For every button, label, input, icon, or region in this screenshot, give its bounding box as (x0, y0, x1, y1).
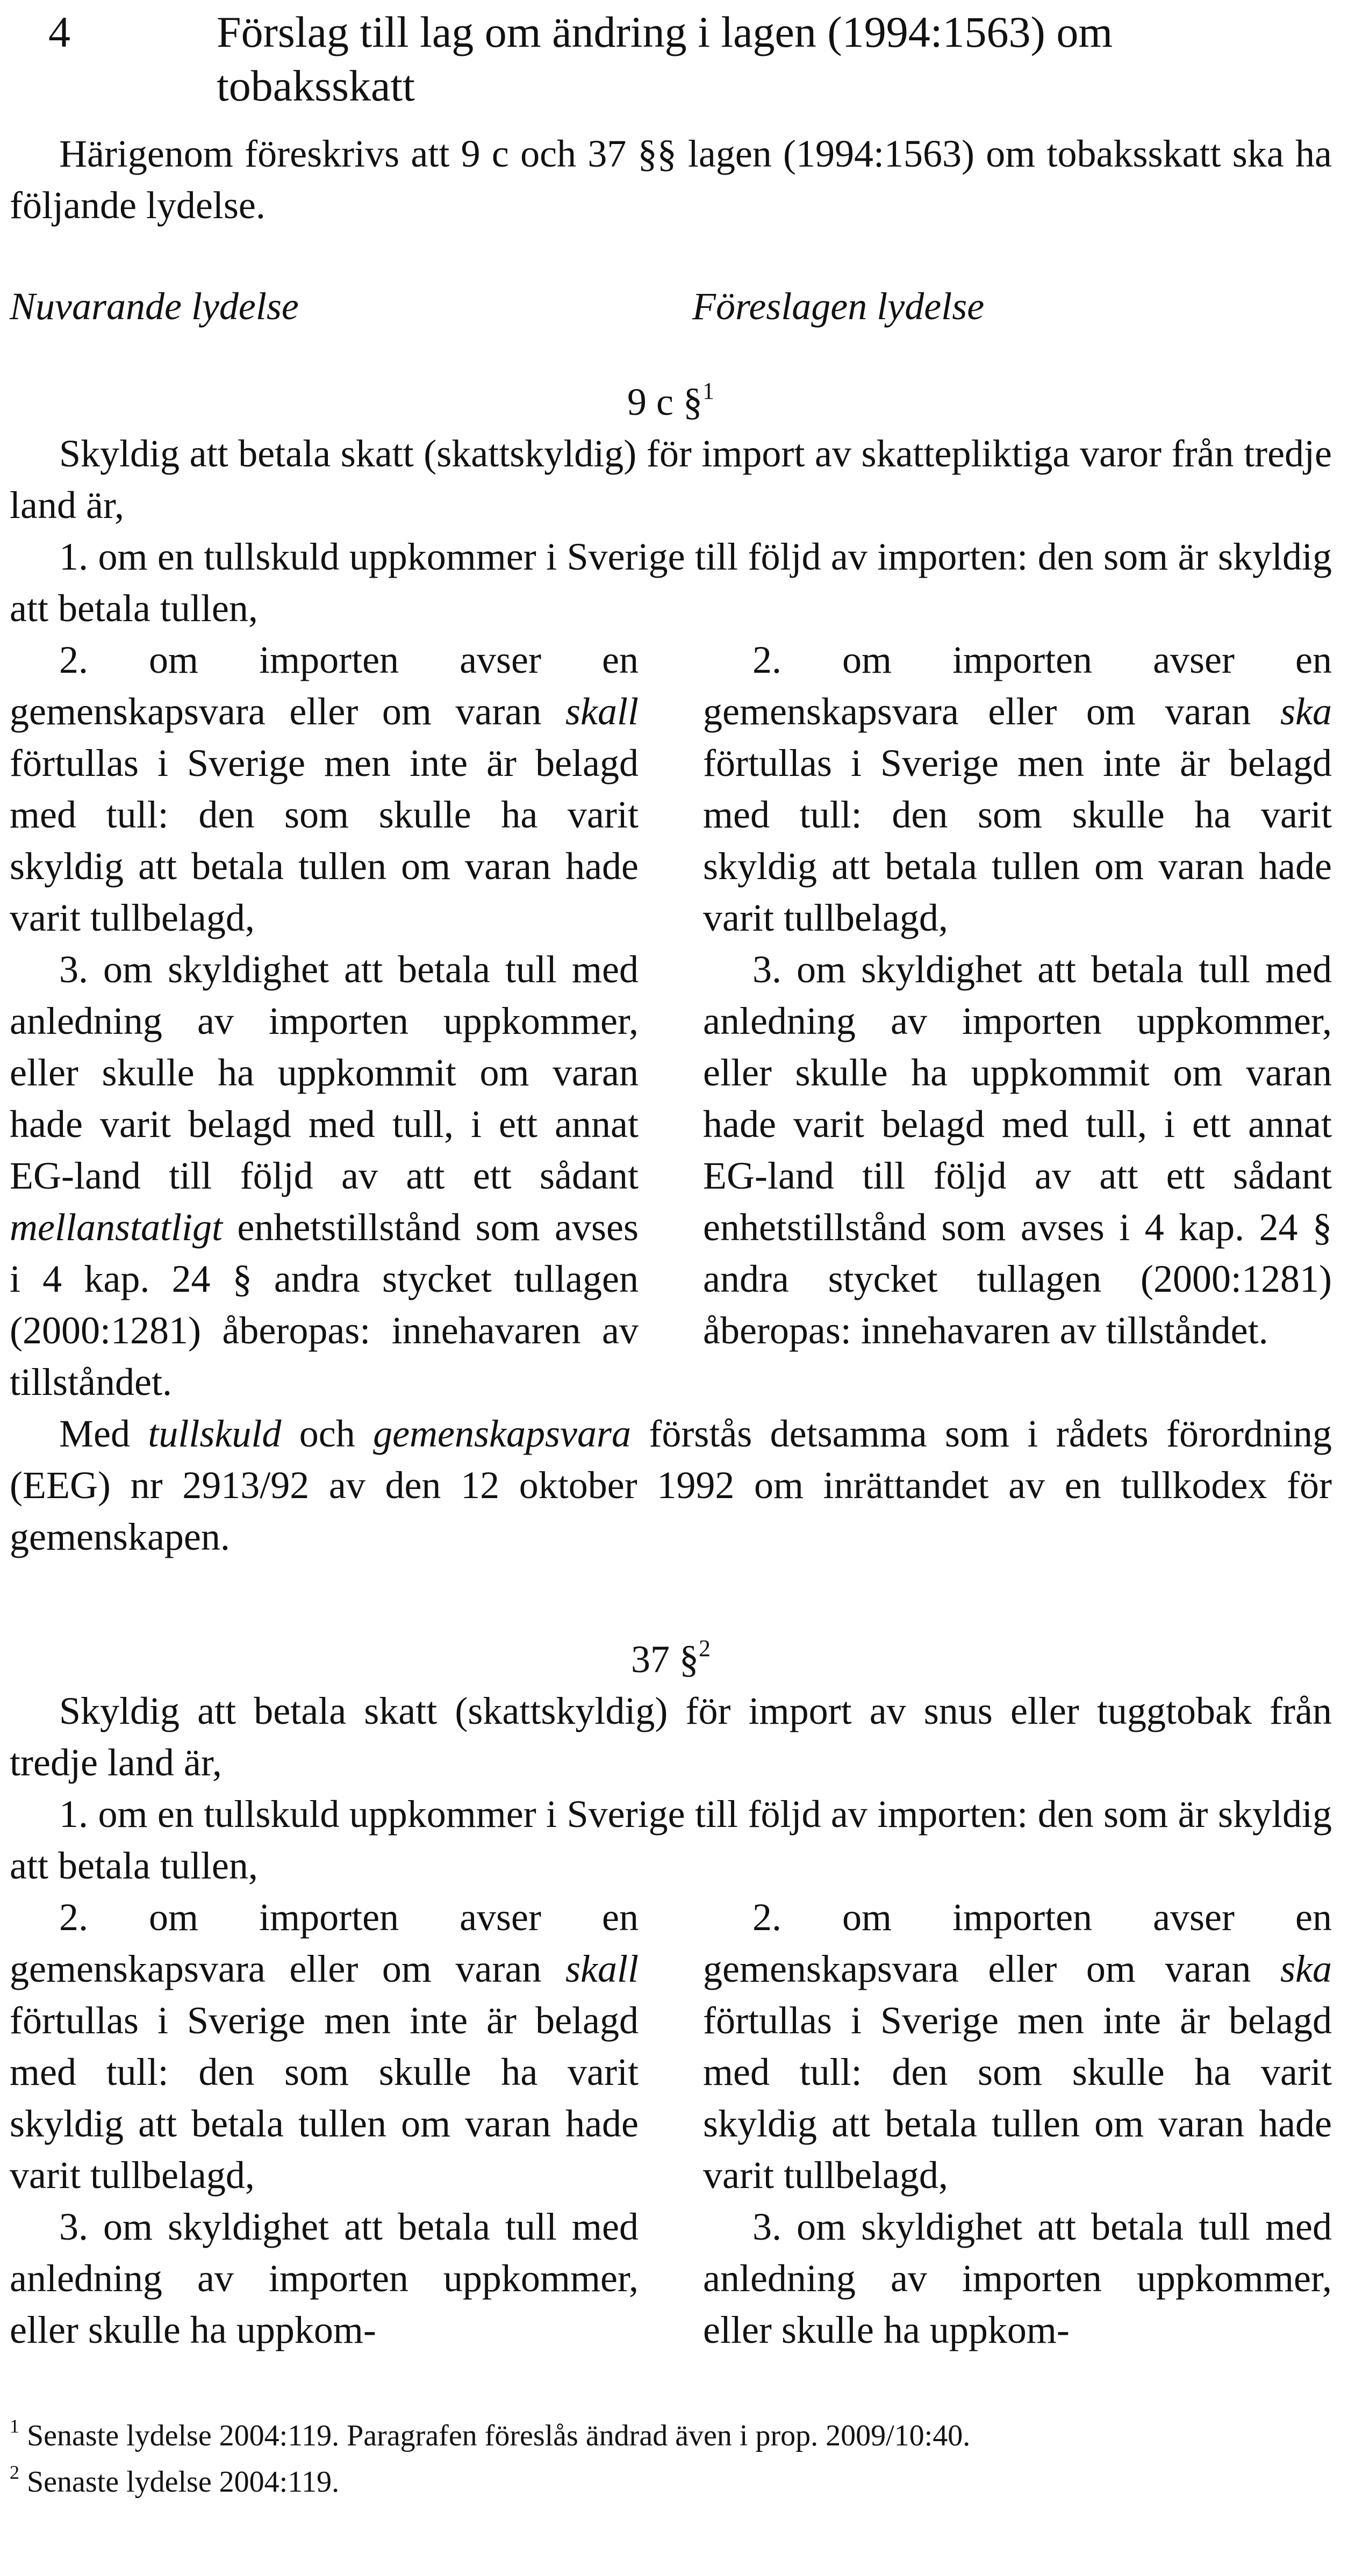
proposed-wording-column (703, 1891, 1332, 2356)
footnotes (10, 2413, 1332, 2505)
emphasis: skall (565, 690, 639, 733)
section-9c (10, 376, 1332, 1563)
section-37 (10, 1634, 1332, 2356)
footnote-ref: 2 (699, 1635, 711, 1661)
emphasis: tullskuld (148, 1412, 282, 1455)
paragraph-sign (10, 376, 1332, 428)
emphasis: ska (1280, 690, 1332, 733)
intro-paragraph: Härigenom föreskrivs att 9 c och 37 §§ lagen (1994:1563) om tobaksskatt ska ha följande lydelse. (10, 132, 1332, 227)
closing-part: och (281, 1412, 374, 1455)
emphasis: ska (1280, 1947, 1332, 1990)
footnote-text: Senaste lydelse 2004:119. (27, 2465, 340, 2499)
footnote-text: Senaste lydelse 2004:119. Paragrafen föreslås ändrad även i prop. 2009/10:40. (27, 2419, 971, 2452)
footnote-marker: 1 (10, 2415, 19, 2437)
paragraph-sign-text: 9 c § (627, 380, 702, 423)
item-3-text-cont: enhetstillstånd som avses i 4 kap. 24 § andra stycket tullagen (2000:1281) åberopas: innehavaren av tillståndet. (10, 1206, 639, 1404)
item-2-text: 2. om importen avser en gemenskapsvara eller om varan (703, 638, 1332, 733)
current-wording-column (10, 1891, 639, 2356)
closing-part: Med (59, 1412, 148, 1455)
item-2-text: 2. om importen avser en gemenskapsvara eller om varan (703, 1896, 1332, 1990)
item-3-current: 3. om skyldighet att betala tull med anledning av importen uppkommer, eller skulle ha uppkom- (10, 2205, 639, 2351)
heading-number: 4 (48, 8, 70, 56)
proposed-wording-column (703, 634, 1332, 1408)
item-3-proposed: 3. om skyldighet att betala tull med anledning av importen uppkommer, eller skulle ha uppkommit om varan hade varit belagd med tull, i ett annat EG-land till följd av att ett sådant enhetstillstånd som avses i 4 kap. 24 § andra stycket tullagen (2000:1281) åberopas: innehavaren av tillståndet. (703, 948, 1332, 1352)
emphasis: skall (565, 1947, 639, 1990)
comparison-columns (10, 634, 1332, 1408)
item-2-text: 2. om importen avser en gemenskapsvara eller om varan (10, 1896, 639, 1990)
section-intro-text: Skyldig att betala skatt (skattskyldig) för import av skattepliktiga varor från tredje land är, (10, 432, 1332, 527)
footnote (10, 2413, 1332, 2459)
item-1: 1. om en tullskuld uppkommer i Sverige till följd av importen: den som är skyldig att betala tullen, (10, 535, 1332, 630)
paragraph-sign (10, 1634, 1332, 1685)
emphasis: gemenskapsvara (373, 1412, 631, 1455)
current-wording-column (10, 634, 639, 1408)
item-2-text-cont: förtullas i Sverige men inte är belagd med tull: den som skulle ha varit skyldig att betala tullen om varan hade varit tullbelagd, (10, 742, 639, 939)
item-2-proposed (703, 1891, 1332, 2201)
section-intro-text: Skyldig att betala skatt (skattskyldig) för import av snus eller tuggtobak från tredje land är, (10, 1689, 1332, 1784)
item-2-text-cont: förtullas i Sverige men inte är belagd med tull: den som skulle ha varit skyldig att betala tullen om varan hade varit tullbelagd, (10, 1999, 639, 2197)
footnote-marker: 2 (10, 2462, 19, 2483)
item-3-current (10, 944, 639, 1408)
item-2-text: 2. om importen avser en gemenskapsvara eller om varan (10, 638, 639, 733)
current-wording-heading: Nuvarande lydelse (10, 285, 299, 328)
proposed-wording-heading: Föreslagen lydelse (692, 285, 985, 328)
section-closing (10, 1408, 1332, 1563)
item-2-current (10, 634, 639, 944)
item-2-text-cont: förtullas i Sverige men inte är belagd med tull: den som skulle ha varit skyldig att betala tullen om varan hade varit tullbelagd, (703, 1999, 1332, 2197)
item-2-proposed (703, 634, 1332, 944)
emphasis: mellanstatligt (10, 1206, 223, 1249)
footnote-ref: 1 (702, 378, 714, 404)
footnote (10, 2459, 1332, 2505)
document-page (10, 0, 1332, 2576)
comparison-columns (10, 1891, 1332, 2356)
item-2-text-cont: förtullas i Sverige men inte är belagd med tull: den som skulle ha varit skyldig att betala tullen om varan hade varit tullbelagd, (703, 742, 1332, 939)
item-3-text: 3. om skyldighet att betala tull med anledning av importen uppkommer, eller skulle ha uppkommit om varan hade varit belagd med tull, i ett annat EG-land till följd av att ett sådant (10, 948, 639, 1197)
item-1: 1. om en tullskuld uppkommer i Sverige till följd av importen: den som är skyldig att betala tullen, (10, 1793, 1332, 1887)
heading-title: Förslag till lag om ändring i lagen (1994:1563) om tobaksskatt (217, 8, 1113, 110)
closing-text (10, 1408, 1332, 1563)
section-intro (10, 1685, 1332, 1891)
paragraph-sign-text: 37 § (631, 1638, 699, 1681)
section-intro (10, 428, 1332, 634)
closing-part: förstås detsamma som i rådets förordning (EEG) nr 2913/92 av den 12 oktober 1992 om inrättandet av en tullkodex för gemenskapen. (10, 1412, 1332, 1558)
item-3-proposed: 3. om skyldighet att betala tull med anledning av importen uppkommer, eller skulle ha uppkom- (703, 2205, 1332, 2351)
item-2-current (10, 1891, 639, 2201)
